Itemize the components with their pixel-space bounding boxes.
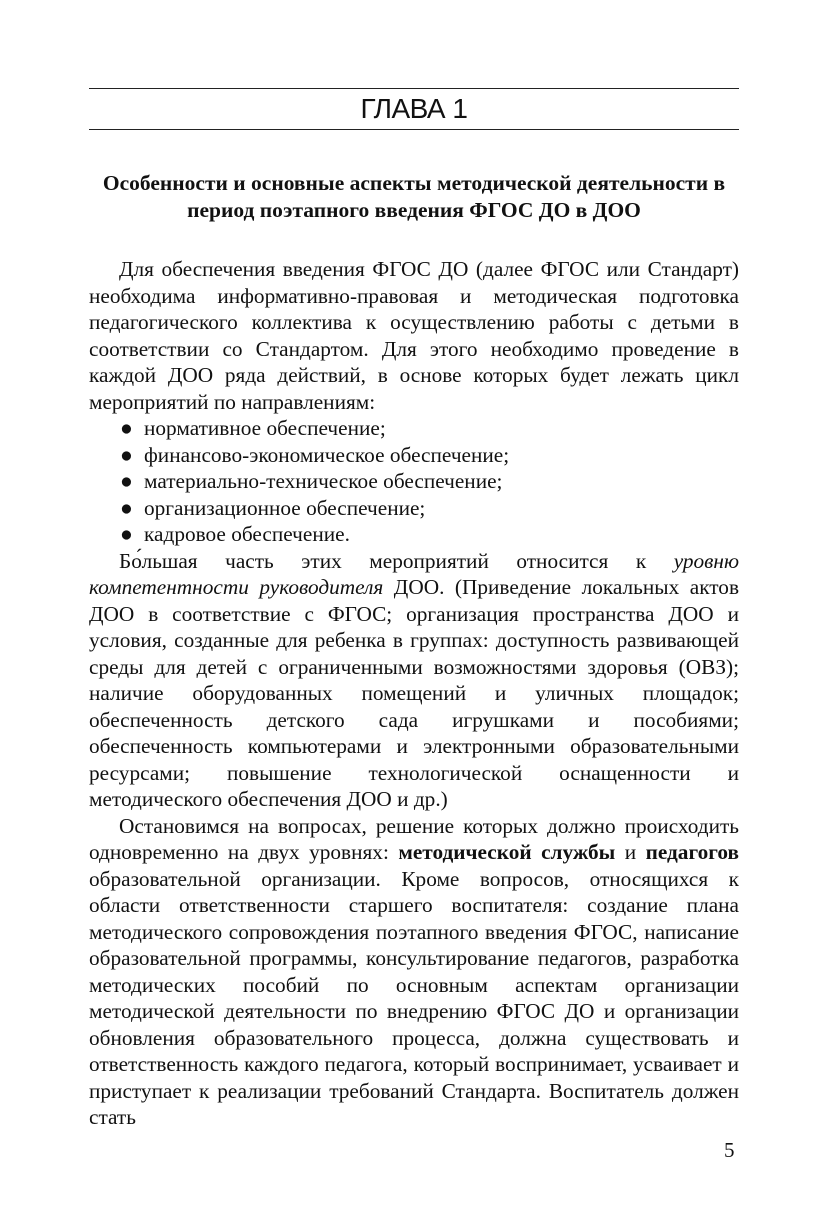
section-title: Особенности и основные аспекты методической деятельности в период поэтапного введения ФГОС ДО в ДОО — [102, 171, 726, 222]
chapter-bottom-rule — [89, 129, 739, 130]
emphasis-bold: методической службы — [398, 840, 616, 864]
paragraph-levels: Остановимся на вопросах, решение которых должно происходить одновременно на двух уровнях: методической службы и педагогов образовательной организации. Кроме вопросов, относящихся к области ответственности старшего воспитателя: создание плана методического сопровождения поэтапного введения ФГОС, написание образовательной программы, консультирование педагогов, разработка методических пособий по основным аспектам организации методической деятельности по внедрению ФГОС ДО и организации обновления образовательного процесса, должна существовать и ответственность каждого педагога, который воспринимает, усваивает и приступает к реализации требований Стандарта. Воспитатель должен стать — [89, 813, 739, 1129]
bullet-icon: ● — [120, 442, 133, 467]
list-item: ● нормативное обеспечение; — [120, 416, 386, 440]
emphasis-bold: педагогов — [645, 840, 739, 864]
list-item: ● материально-техническое обеспечение; — [120, 469, 503, 493]
emphasis-italic: уровню компетентности руководителя — [89, 548, 739, 599]
paragraph-intro: Для обеспечения введения ФГОС ДО (далее ФГОС или Стандарт) необходима информативно-правовая и методическая подготовка педагогического коллектива к осуществлению работы с детьми в соответствии со Стандартом. Для этого необходимо проведение в каждой ДОО ряда действий, в основе которых будет лежать цикл мероприятий по направлениям: — [89, 257, 739, 414]
list-item: ● кадровое обеспечение. — [120, 522, 350, 546]
bullet-icon: ● — [120, 495, 133, 520]
page-number: 5 — [724, 1138, 735, 1162]
directions-list — [89, 415, 739, 548]
bullet-icon: ● — [120, 416, 133, 440]
list-item: ● финансово-экономическое обеспечение; — [120, 442, 510, 467]
paragraph-competence: Бо́льшая часть этих мероприятий относится к уровню компетентности руководителя ДОО. (Приведение локальных актов ДОО в соответствие с ФГОС; организация пространства ДОО и условия, созданные для ребенка в группах: доступность развивающей среды для детей с ограниченными возможностями здоровья (ОВЗ); наличие оборудованных помещений и уличных площадок; обеспеченность детского сада игрушками и пособиями; обеспеченность компьютерами и электронными образовательными ресурсами; повышение технологической оснащенности и методического обеспечения ДОО и др.) — [89, 548, 740, 811]
body-text — [89, 256, 739, 1131]
bullet-icon: ● — [120, 522, 133, 546]
chapter-top-rule — [89, 88, 739, 89]
list-item: ● организационное обеспечение; — [120, 495, 426, 520]
chapter-heading: ГЛАВА 1 — [360, 93, 468, 124]
bullet-icon: ● — [120, 469, 133, 493]
